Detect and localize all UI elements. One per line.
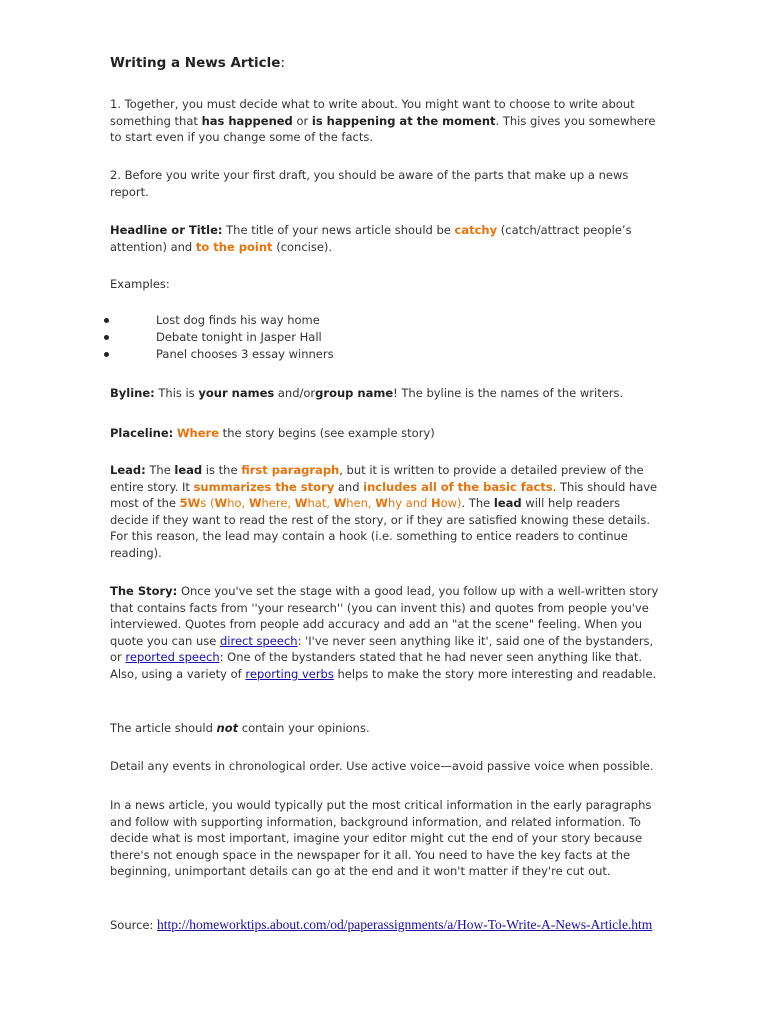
paragraph-detail: Detail any events in chronological order. Use active voice—avoid passive voice when possible.: [110, 759, 654, 773]
paragraph-placeline: Placeline: Where the story begins (see example story): [110, 426, 435, 440]
paragraph-source: Source: http://homeworktips.about.com/od/paperassignments/a/How-To-Write-A-News-Article.htm: [110, 917, 653, 932]
list-item: Lost dog finds his way home: [0, 312, 660, 329]
paragraph-byline: Byline: This is your names and/orgroup name! The byline is the names of the writers.: [110, 386, 624, 400]
paragraph-draft: 2. Before you write your first draft, you should be aware of the parts that make up a news report.: [110, 168, 629, 199]
paragraph-lead: Lead: The lead is the first paragraph, but it is written to provide a detailed preview of the entire story. It summarizes the story and includes all of the basic facts. This should have most of the 5Ws (Who, Where, What, When, Why and How). The lead will help readers decide if they want to read the rest of the story, or if they are satisfied knowing these details. For this reason, the lead may contain a hook (i.e. something to entice readers to continue reading).: [110, 463, 658, 560]
reported-speech-link[interactable]: reported speech: [125, 650, 220, 664]
direct-speech-link[interactable]: direct speech: [219, 633, 298, 648]
paragraph-opinions: The article should not contain your opinions.: [110, 721, 370, 735]
paragraph-story: The Story: Once you've set the stage with a good lead, you follow up with a well-written story that contains facts from ''your research'' (you can invent this) and quotes from people you've interviewed. Quotes from people add accuracy and add an "at the scene" feeling. When you quote you can use direct speech: 'I've never seen anything like it', said one of the bystanders, or reported speech: One of the bystanders stated that he had never seen anything like that. Also, using a variety of reporting verbs helps to make the story more interesting and readable.: [110, 584, 659, 681]
bullet-icon: [104, 352, 109, 357]
list-item: Panel chooses 3 essay winners: [0, 346, 660, 363]
source-link[interactable]: http://homeworktips.about.com/od/paperassignments/a/How-To-Write-A-News-Article.htm: [157, 917, 653, 932]
list-item: Debate tonight in Jasper Hall: [0, 329, 660, 346]
paragraph-headline: Headline or Title: The title of your news article should be catchy (catch/attract people’s attention) and to the point (concise).: [110, 223, 632, 254]
page-title: Writing a News Article:: [110, 55, 285, 71]
reporting-verbs-link[interactable]: reporting verbs: [245, 666, 334, 681]
paragraph-news: In a news article, you would typically put the most critical information in the early paragraphs and follow with supporting information, background information, and related information. To decide what is most important, imagine your editor might cut the end of your story because there's not enough space in the newspaper for it all. You need to have the key facts at the beginning, unimportant details can go at the end and it won't matter if they're cut out.: [110, 798, 652, 878]
examples-label: Examples:: [110, 277, 170, 291]
bullet-icon: [104, 318, 109, 323]
examples-list: [0, 312, 660, 362]
bullet-icon: [104, 335, 109, 340]
paragraph-topic: 1. Together, you must decide what to write about. You might want to choose to write about something that has happened or is happening at the moment. This gives you somewhere to start even if you change some of the facts.: [110, 97, 656, 144]
